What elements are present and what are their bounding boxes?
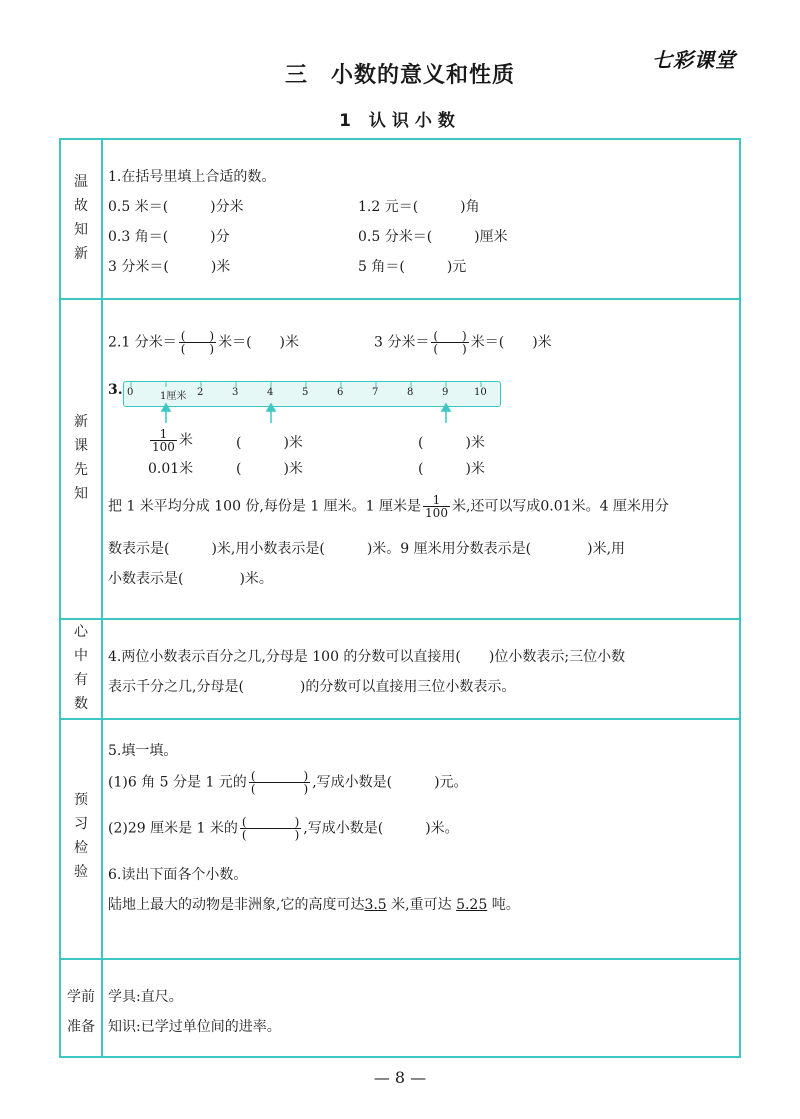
section-divider <box>61 618 739 620</box>
ruler-label: 3 <box>232 387 239 398</box>
ruler-label: 8 <box>407 387 414 398</box>
section-divider <box>61 958 739 960</box>
brand-logo: 七彩课堂 <box>652 48 736 72</box>
section-label-new: 新 课 先 知 <box>74 414 88 502</box>
arrow-up-icon <box>162 404 170 411</box>
fraction: $\frac{1}{100}$ <box>425 493 448 520</box>
prep-tools: 学具:直尺。 <box>108 989 183 1005</box>
question-5-1: (1)6 角 5 分是 1 元的 $\frac{( )}{( )}$ ,写成小数是( )元。 <box>108 769 468 796</box>
question-4-line2: 表示千分之几,分母是( )的分数可以直接用三位小数表示。 <box>108 679 516 695</box>
page-number: — 8 — <box>373 1068 427 1087</box>
question-3-row2-mid: ( )米 <box>236 461 303 477</box>
section-label-prep: 学前 准备 <box>67 989 95 1035</box>
question-1-item: 3 分米＝( )米 <box>108 259 231 275</box>
ruler-label: 5 <box>302 387 309 398</box>
question-1-title: 1.在括号里填上合适的数。 <box>108 169 276 185</box>
question-1-item: 0.5 米＝( )分米 <box>108 199 244 215</box>
worksheet-frame <box>59 138 741 1058</box>
question-3-row2-right: ( )米 <box>418 461 485 477</box>
ruler-label: 2 <box>197 387 204 398</box>
chapter-title: 三 小数的意义和性质 <box>284 62 515 88</box>
section-label-preview: 预 习 检 验 <box>74 792 88 880</box>
ruler-label: 1厘米 <box>160 391 187 402</box>
section-divider <box>61 298 739 300</box>
fraction: $\frac{( )}{( )}$ <box>180 329 215 356</box>
question-3-row1-left: $\frac{1}{100}$ 米 <box>152 427 193 454</box>
question-3-paragraph-line1: 把 1 米平均分成 100 份,每份是 1 厘米。1 厘米是 $\frac{1}{100}$ 米,还可以写成0.01米。4 厘米用分 <box>108 493 669 520</box>
ruler-label: 9 <box>442 387 449 398</box>
ruler-label: 10 <box>474 387 487 398</box>
section-divider <box>61 718 739 720</box>
question-3-paragraph-line3: 小数表示是( )米。 <box>108 571 273 587</box>
question-6-title: 6.读出下面各个小数。 <box>108 867 248 883</box>
question-6-sentence: 陆地上最大的动物是非洲象,它的高度可达3.5 米,重可达 5.25 吨。 <box>108 897 520 913</box>
question-1-item: 0.5 分米＝( )厘米 <box>358 229 508 245</box>
question-1-item: 5 角＝( )元 <box>358 259 467 275</box>
question-4-line1: 4.两位小数表示百分之几,分母是 100 的分数可以直接用( )位小数表示;三位小数 <box>108 649 626 665</box>
arrow-up-icon <box>442 404 450 411</box>
ruler-label: 0 <box>127 387 134 398</box>
question-2-part-b: 3 分米＝ $\frac{( )}{( )}$ 米＝( )米 <box>374 329 552 356</box>
question-3-row1-right: ( )米 <box>418 435 485 451</box>
fraction: $\frac{( )}{( )}$ <box>250 769 309 796</box>
question-1-item: 0.3 角＝( )分 <box>108 229 230 245</box>
fraction: $\frac{( )}{( )}$ <box>433 329 467 356</box>
question-3-row2-left: 0.01米 <box>148 461 194 477</box>
section-label-mind: 心 中 有 数 <box>74 624 88 712</box>
fraction: $\frac{( )}{( )}$ <box>241 815 300 842</box>
question-5-2: (2)29 厘米是 1 米的 $\frac{( )}{( )}$ ,写成小数是( )米。 <box>108 815 459 842</box>
prep-knowledge: 知识:已学过单位间的进率。 <box>108 1019 281 1035</box>
fraction: $\frac{1}{100}$ <box>152 427 175 454</box>
question-1-item: 1.2 元＝( )角 <box>358 199 480 215</box>
question-3-number: 3. <box>108 382 123 398</box>
arrow-up-icon <box>267 404 275 411</box>
question-5-title: 5.填一填。 <box>108 743 178 759</box>
question-3-row1-mid: ( )米 <box>236 435 303 451</box>
section-label-review: 温 故 知 新 <box>74 174 88 262</box>
ruler-label: 6 <box>337 387 344 398</box>
ruler-label: 7 <box>372 387 379 398</box>
ruler-label: 4 <box>267 387 274 398</box>
question-3-paragraph-line2: 数表示是( )米,用小数表示是( )米。9 厘米用分数表示是( )米,用 <box>108 541 626 557</box>
lesson-title: 1 认识小数 <box>339 111 461 131</box>
question-2-part-a: 2.1 分米＝ $\frac{( )}{( )}$ 米＝( )米 <box>108 329 300 356</box>
label-column-divider <box>101 140 103 1056</box>
